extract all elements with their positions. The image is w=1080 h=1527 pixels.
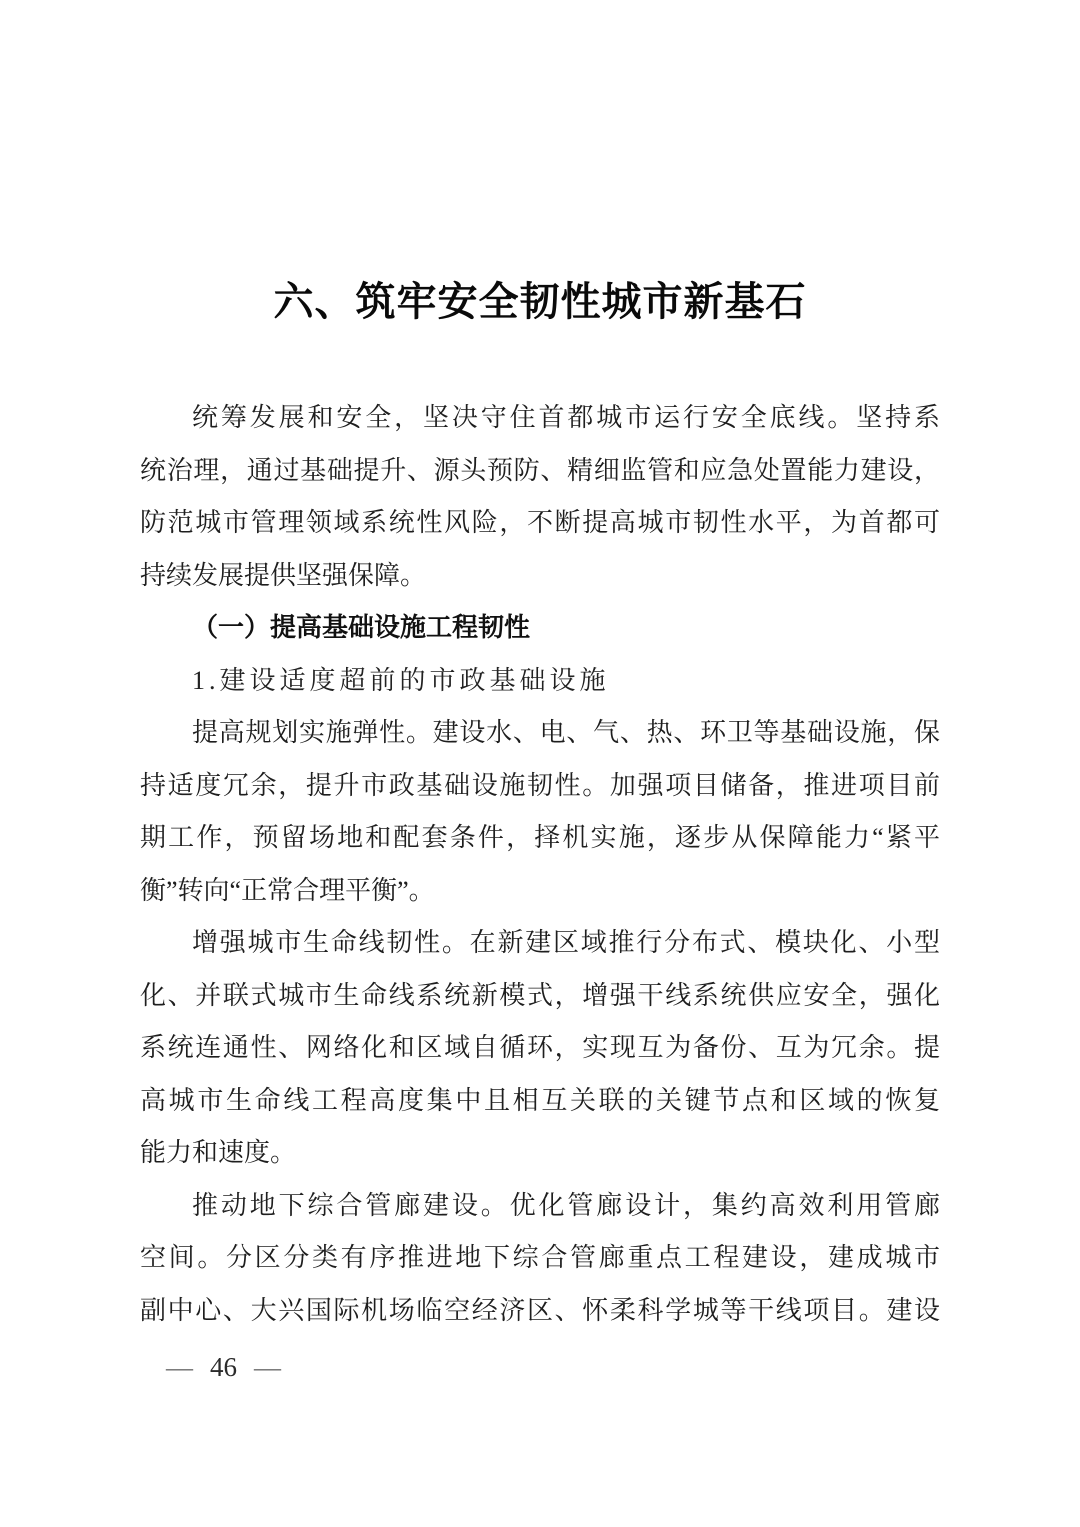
text-line: 防范城市管理领域系统性风险，不断提高城市韧性水平，为首都可 — [140, 508, 940, 537]
text-line: 系统连通性、网络化和区域自循环，实现互为备份、互为冗余。提 — [140, 1033, 940, 1062]
text-line: 副中心、大兴国际机场临空经济区、怀柔科学城等干线项目。建设 — [140, 1295, 940, 1325]
text-line: 统治理，通过基础提升、源头预防、精细监管和应急处置能力建设， — [140, 455, 940, 485]
body-lines — [140, 392, 940, 1337]
footer-right-dash: — — [254, 1351, 281, 1382]
subsection-heading: 1.建设适度超前的市政基础设施 — [192, 665, 610, 695]
text-line: 能力和速度。 — [140, 1138, 297, 1167]
text-line: 持适度冗余，提升市政基础设施韧性。加强项目储备，推进项目前 — [140, 770, 940, 800]
text-line: 高城市生命线工程高度集中且相互关联的关键节点和区域的恢复 — [140, 1085, 940, 1115]
text-line: 增强城市生命线韧性。在新建区域推行分布式、模块化、小型 — [192, 928, 940, 957]
section-heading: （一）提高基础设施工程韧性 — [192, 613, 531, 642]
page-footer — [166, 1350, 281, 1384]
text-line: 化、并联式城市生命线系统新模式，增强干线系统供应安全，强化 — [140, 980, 940, 1010]
text-line: 持续发展提供坚强保障。 — [140, 560, 427, 590]
page-title: 六、筑牢安全韧性城市新基石 — [273, 279, 807, 324]
text-line: 空间。分区分类有序推进地下综合管廊重点工程建设，建成城市 — [140, 1243, 940, 1272]
page-number: 46 — [210, 1351, 237, 1382]
text-line: 衡”转向“正常合理平衡”。 — [140, 875, 435, 905]
text-line: 提高规划实施弹性。建设水、电、气、热、环卫等基础设施，保 — [192, 718, 940, 747]
text-line: 期工作，预留场地和配套条件，择机实施，逐步从保障能力“紧平 — [140, 823, 940, 852]
text-line: 推动地下综合管廊建设。优化管廊设计，集约高效利用管廊 — [192, 1190, 940, 1220]
footer-left-dash: — — [166, 1351, 193, 1382]
text-line: 统筹发展和安全，坚决守住首都城市运行安全底线。坚持系 — [192, 403, 940, 432]
